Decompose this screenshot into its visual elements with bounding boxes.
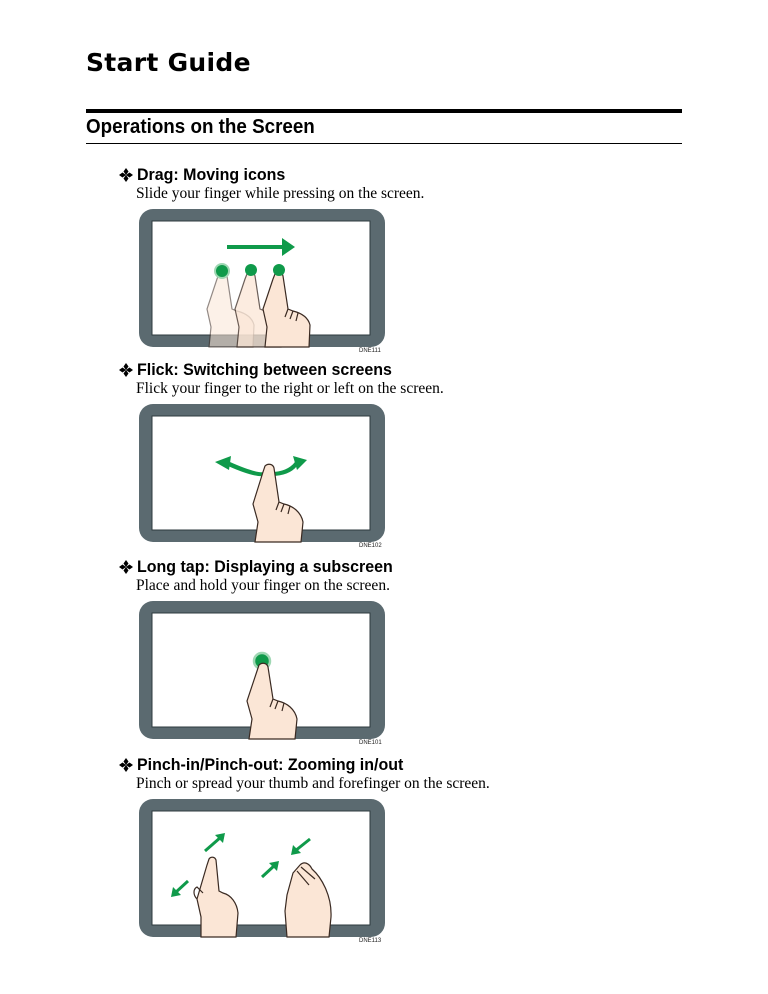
image-code: DNE101 (359, 740, 382, 746)
operation-description: Slide your finger while pressing on the screen. (136, 185, 425, 202)
operation-title: Drag: Moving icons (137, 165, 286, 184)
image-code: DNE113 (359, 938, 382, 944)
operation-title: Flick: Switching between screens (137, 360, 392, 379)
diamond-bullet-icon (118, 559, 134, 575)
image-code: DNE102 (359, 543, 382, 549)
operation-heading (118, 755, 420, 775)
operation-title: Long tap: Displaying a subscreen (137, 557, 393, 576)
pinch-illustration (137, 799, 387, 943)
diamond-bullet-icon (118, 757, 134, 773)
operation-heading (118, 557, 409, 577)
image-code: DNE111 (359, 348, 381, 354)
diamond-bullet-icon (118, 362, 134, 378)
operation-description: Flick your finger to the right or left on the screen. (136, 380, 444, 397)
long-tap-illustration (137, 601, 387, 745)
operation-description: Place and hold your finger on the screen. (136, 577, 390, 594)
flick-illustration (137, 404, 387, 548)
section-rule-top (86, 109, 682, 113)
section-title: Operations on the Screen (86, 116, 315, 138)
drag-illustration (137, 209, 387, 353)
operation-title: Pinch-in/Pinch-out: Zooming in/out (137, 755, 404, 774)
operation-heading (118, 165, 295, 185)
operation-heading (118, 360, 408, 380)
diamond-bullet-icon (118, 167, 134, 183)
section-rule-bottom (86, 143, 682, 144)
guide-title: Start Guide (86, 48, 251, 77)
operation-description: Pinch or spread your thumb and forefinger on the screen. (136, 775, 490, 792)
